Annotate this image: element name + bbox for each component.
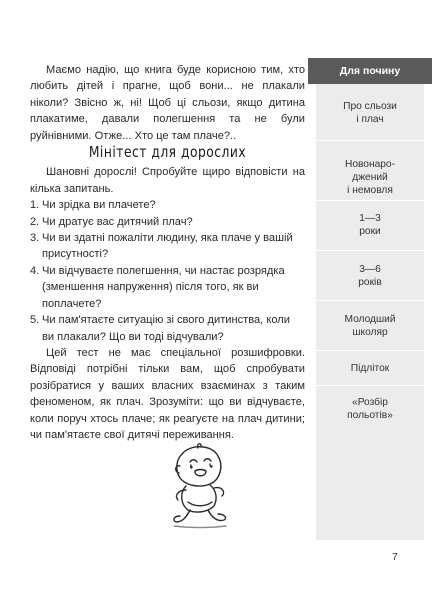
- list-item: [30, 214, 305, 230]
- sidebar-item-label: Новонаро- джений і немовля: [344, 159, 395, 196]
- list-item: [30, 197, 305, 213]
- sidebar-item-label: 1—3 роки: [359, 213, 381, 237]
- sidebar-item-teenager[interactable]: [316, 362, 424, 375]
- question-number: 3.: [30, 232, 40, 245]
- sidebar-divider: [316, 350, 424, 351]
- sidebar-divider: [316, 250, 424, 251]
- question-list: [30, 197, 305, 345]
- intro-paragraph: Маємо надію, що книга буде корисною тим, хто любить дітей і прагне, щоб вони... не плакали ніколи? Звісно ж, ні! Щоб ці сльози, якщо дитина плакатиме, давали полегшення та не були руйнівними. Отже... Хто це там плаче?..: [30, 64, 305, 142]
- sidebar-divider: [316, 385, 424, 386]
- sidebar-item-newborn[interactable]: [316, 158, 424, 197]
- sidebar-item-schoolchild[interactable]: [316, 313, 424, 339]
- question-text: Чи дратує вас дитячий плач?: [42, 215, 193, 228]
- sidebar-item-label: «Розбір польотів»: [347, 397, 393, 421]
- sidebar-divider: [316, 140, 424, 141]
- sidebar-item-3-6[interactable]: [316, 263, 424, 289]
- question-number: 5.: [30, 314, 40, 327]
- question-number: 2.: [30, 215, 40, 228]
- sidebar-divider: [316, 300, 424, 301]
- test-intro: Шановні дорослі! Спробуйте щиро відповісти на кілька запитань.: [30, 166, 305, 195]
- sidebar-active-chapter[interactable]: Для почину: [308, 58, 432, 84]
- sidebar-item-debrief[interactable]: [316, 396, 424, 422]
- question-text: Чи ви здатні пожаліти людину, яка плаче у вашій присутності?: [42, 232, 293, 261]
- sidebar-item-label: 3—6 років: [358, 264, 382, 288]
- test-title: Мінітест для дорослих: [88, 143, 247, 162]
- main-text-column: [30, 62, 305, 443]
- sidebar-item-label: Молодший школяр: [344, 314, 396, 338]
- sidebar-divider: [316, 200, 424, 201]
- sidebar-item-label: Підліток: [350, 363, 390, 374]
- question-text: Чи зрідка ви плачете?: [42, 199, 156, 212]
- sidebar-item-tears[interactable]: [316, 100, 424, 126]
- page-number: 7: [392, 551, 398, 563]
- conclusion-paragraph: Цей тест не має спеціальної розшифровки. Відповіді потрібні тільки вам, щоб спробувати розібратися у ваших власних взаєминах з таким феноменом, як плач. Зрозуміти: що ви відчуваєте, коли поруч хтось плаче; як реагуєте на плач дитини; чи пам'ятаєте свої дитячі переживання.: [30, 346, 305, 441]
- crying-baby-illustration: [160, 440, 240, 530]
- list-item: [30, 312, 305, 345]
- list-item: [30, 263, 305, 312]
- question-number: 4.: [30, 264, 40, 277]
- list-item: [30, 230, 305, 263]
- question-text: Чи пам'ятаєте ситуацію зі свого дитинства, коли ви плакали? Що ви тоді відчували?: [42, 314, 290, 343]
- question-number: 1.: [30, 199, 40, 212]
- sidebar-item-label: Про сльози і плач: [343, 101, 397, 125]
- question-text: Чи відчуваєте полегшення, чи настає розрядка (зменшення напруження) після того, як ви поплачете?: [42, 264, 285, 310]
- sidebar-item-1-3[interactable]: [316, 212, 424, 238]
